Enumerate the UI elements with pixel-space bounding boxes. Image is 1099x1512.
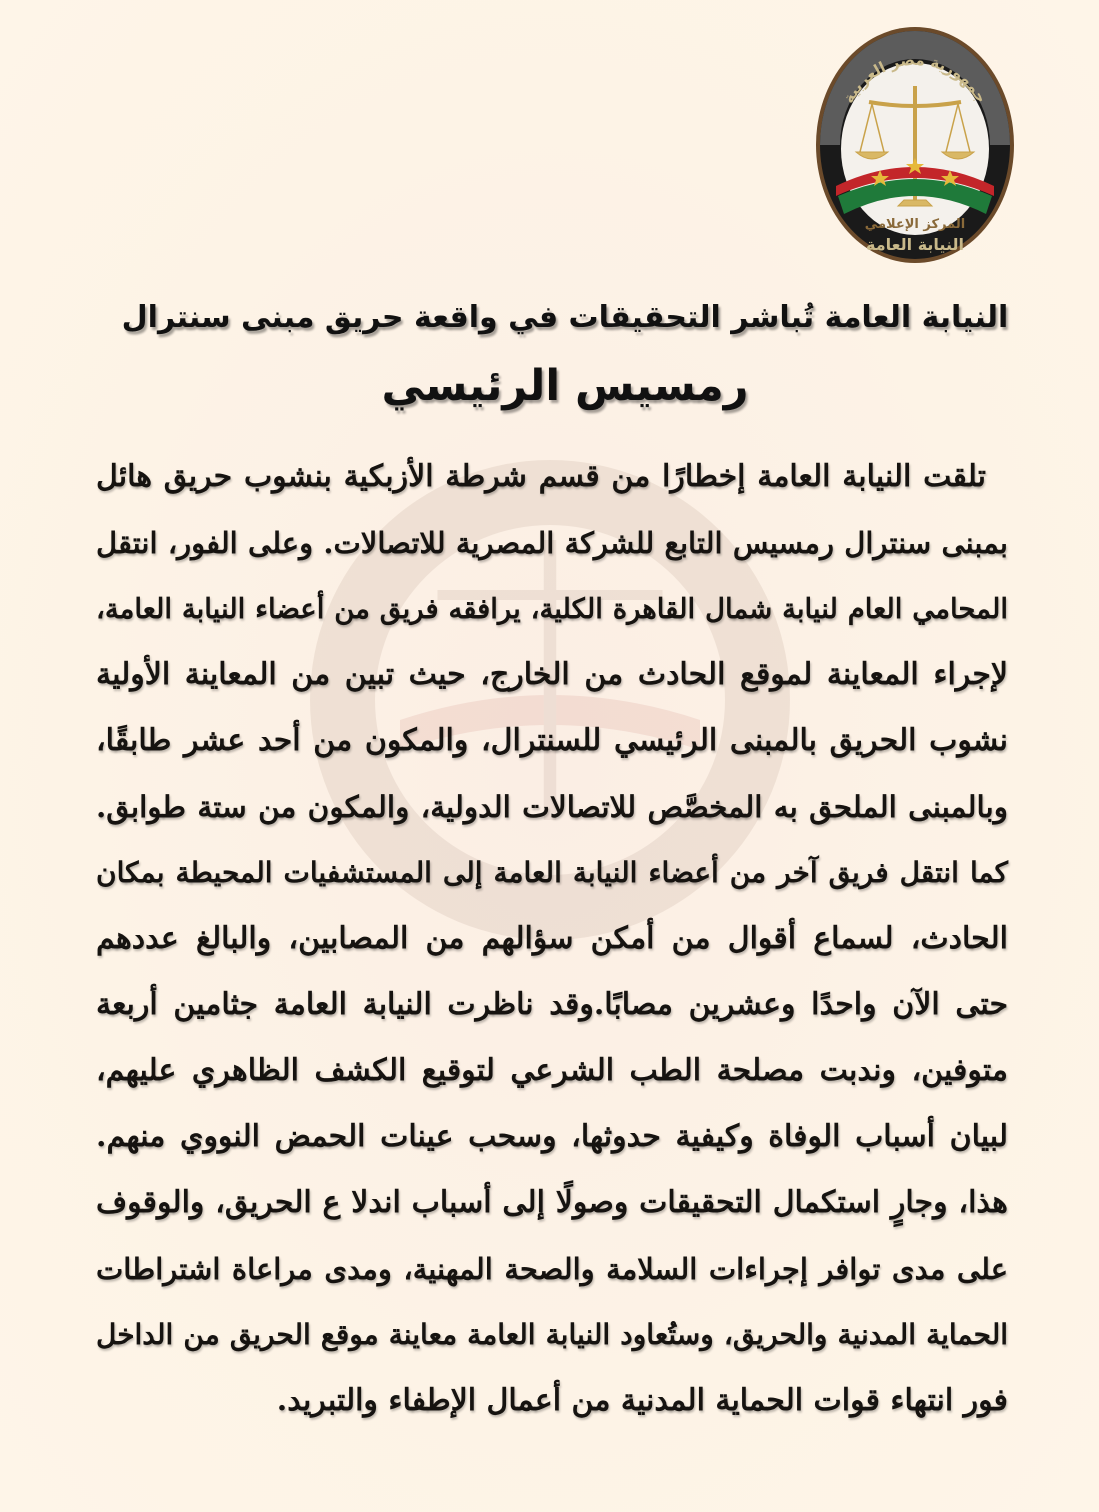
article-title-line-1: النيابة العامة تُباشر التحقيقات في واقعة حريق مبنى سنترال xyxy=(121,300,1009,335)
body-line: كما انتقل فريق آخر من أعضاء النيابة العامة إلى المستشفيات المحيطة بمكان xyxy=(96,856,1008,889)
seal-ring-text-bottom: النيابة العامة xyxy=(866,235,964,254)
public-prosecution-seal-logo xyxy=(814,24,1016,266)
body-line: متوفين، وندبت مصلحة الطب الشرعي لتوقيع الكشف الظاهري عليهم، xyxy=(96,1053,1008,1088)
article-title xyxy=(120,284,1010,420)
article-body xyxy=(96,444,1008,1434)
body-line: لإجراء المعاينة لموقع الحادث من الخارج، حيث تبين من المعاينة الأولية xyxy=(96,657,1008,692)
body-line: تلقت النيابة العامة إخطارًا من قسم شرطة الأزبكية بنشوب حريق هائل xyxy=(96,459,986,494)
body-line: فور انتهاء قوات الحماية المدنية من أعمال الإطفاء والتبريد. xyxy=(276,1383,1008,1418)
article-title-line-2: رمسيس الرئيسي xyxy=(381,361,749,411)
body-line: على مدى توافر إجراءات السلامة والصحة المهنية، ومدى مراعاة اشتراطات xyxy=(96,1252,1008,1286)
seal-media-center-text: المركز الإعلامي xyxy=(864,217,966,232)
body-line: الحماية المدنية والحريق، وستُعاود النيابة العامة معاينة موقع الحريق من الداخل xyxy=(96,1318,1008,1351)
body-line: بمبنى سنترال رمسيس التابع للشركة المصرية للاتصالات. وعلى الفور، انتقل xyxy=(96,526,1008,560)
body-line: هذا، وجارٍ استكمال التحقيقات وصولًا إلى أسباب اندلا ع الحريق، والوقوف xyxy=(96,1185,1008,1220)
body-line: المحامي العام لنيابة شمال القاهرة الكلية، يرافقه فريق من أعضاء النيابة العامة، xyxy=(96,593,1008,625)
body-line: حتى الآن واحدًا وعشرين مصابًا.وقد ناظرت النيابة العامة جثامين أربعة xyxy=(96,987,1008,1022)
body-line: لبيان أسباب الوفاة وكيفية حدوثها، وسحب عينات الحمض النووي منهم. xyxy=(96,1119,1008,1154)
body-line: وبالمبنى الملحق به المخصَّص للاتصالات الدولية، والمكون من ستة طوابق. xyxy=(96,789,1008,824)
body-line: نشوب الحريق بالمبنى الرئيسي للسنترال، والمكون من أحد عشر طابقًا، xyxy=(96,723,1008,758)
body-line: الحادث، لسماع أقوال من أمكن سؤالهم من المصابين، والبالغ عددهم xyxy=(96,921,1008,956)
seal-ring-text-top: جمهورية مصر العربية xyxy=(839,50,991,107)
